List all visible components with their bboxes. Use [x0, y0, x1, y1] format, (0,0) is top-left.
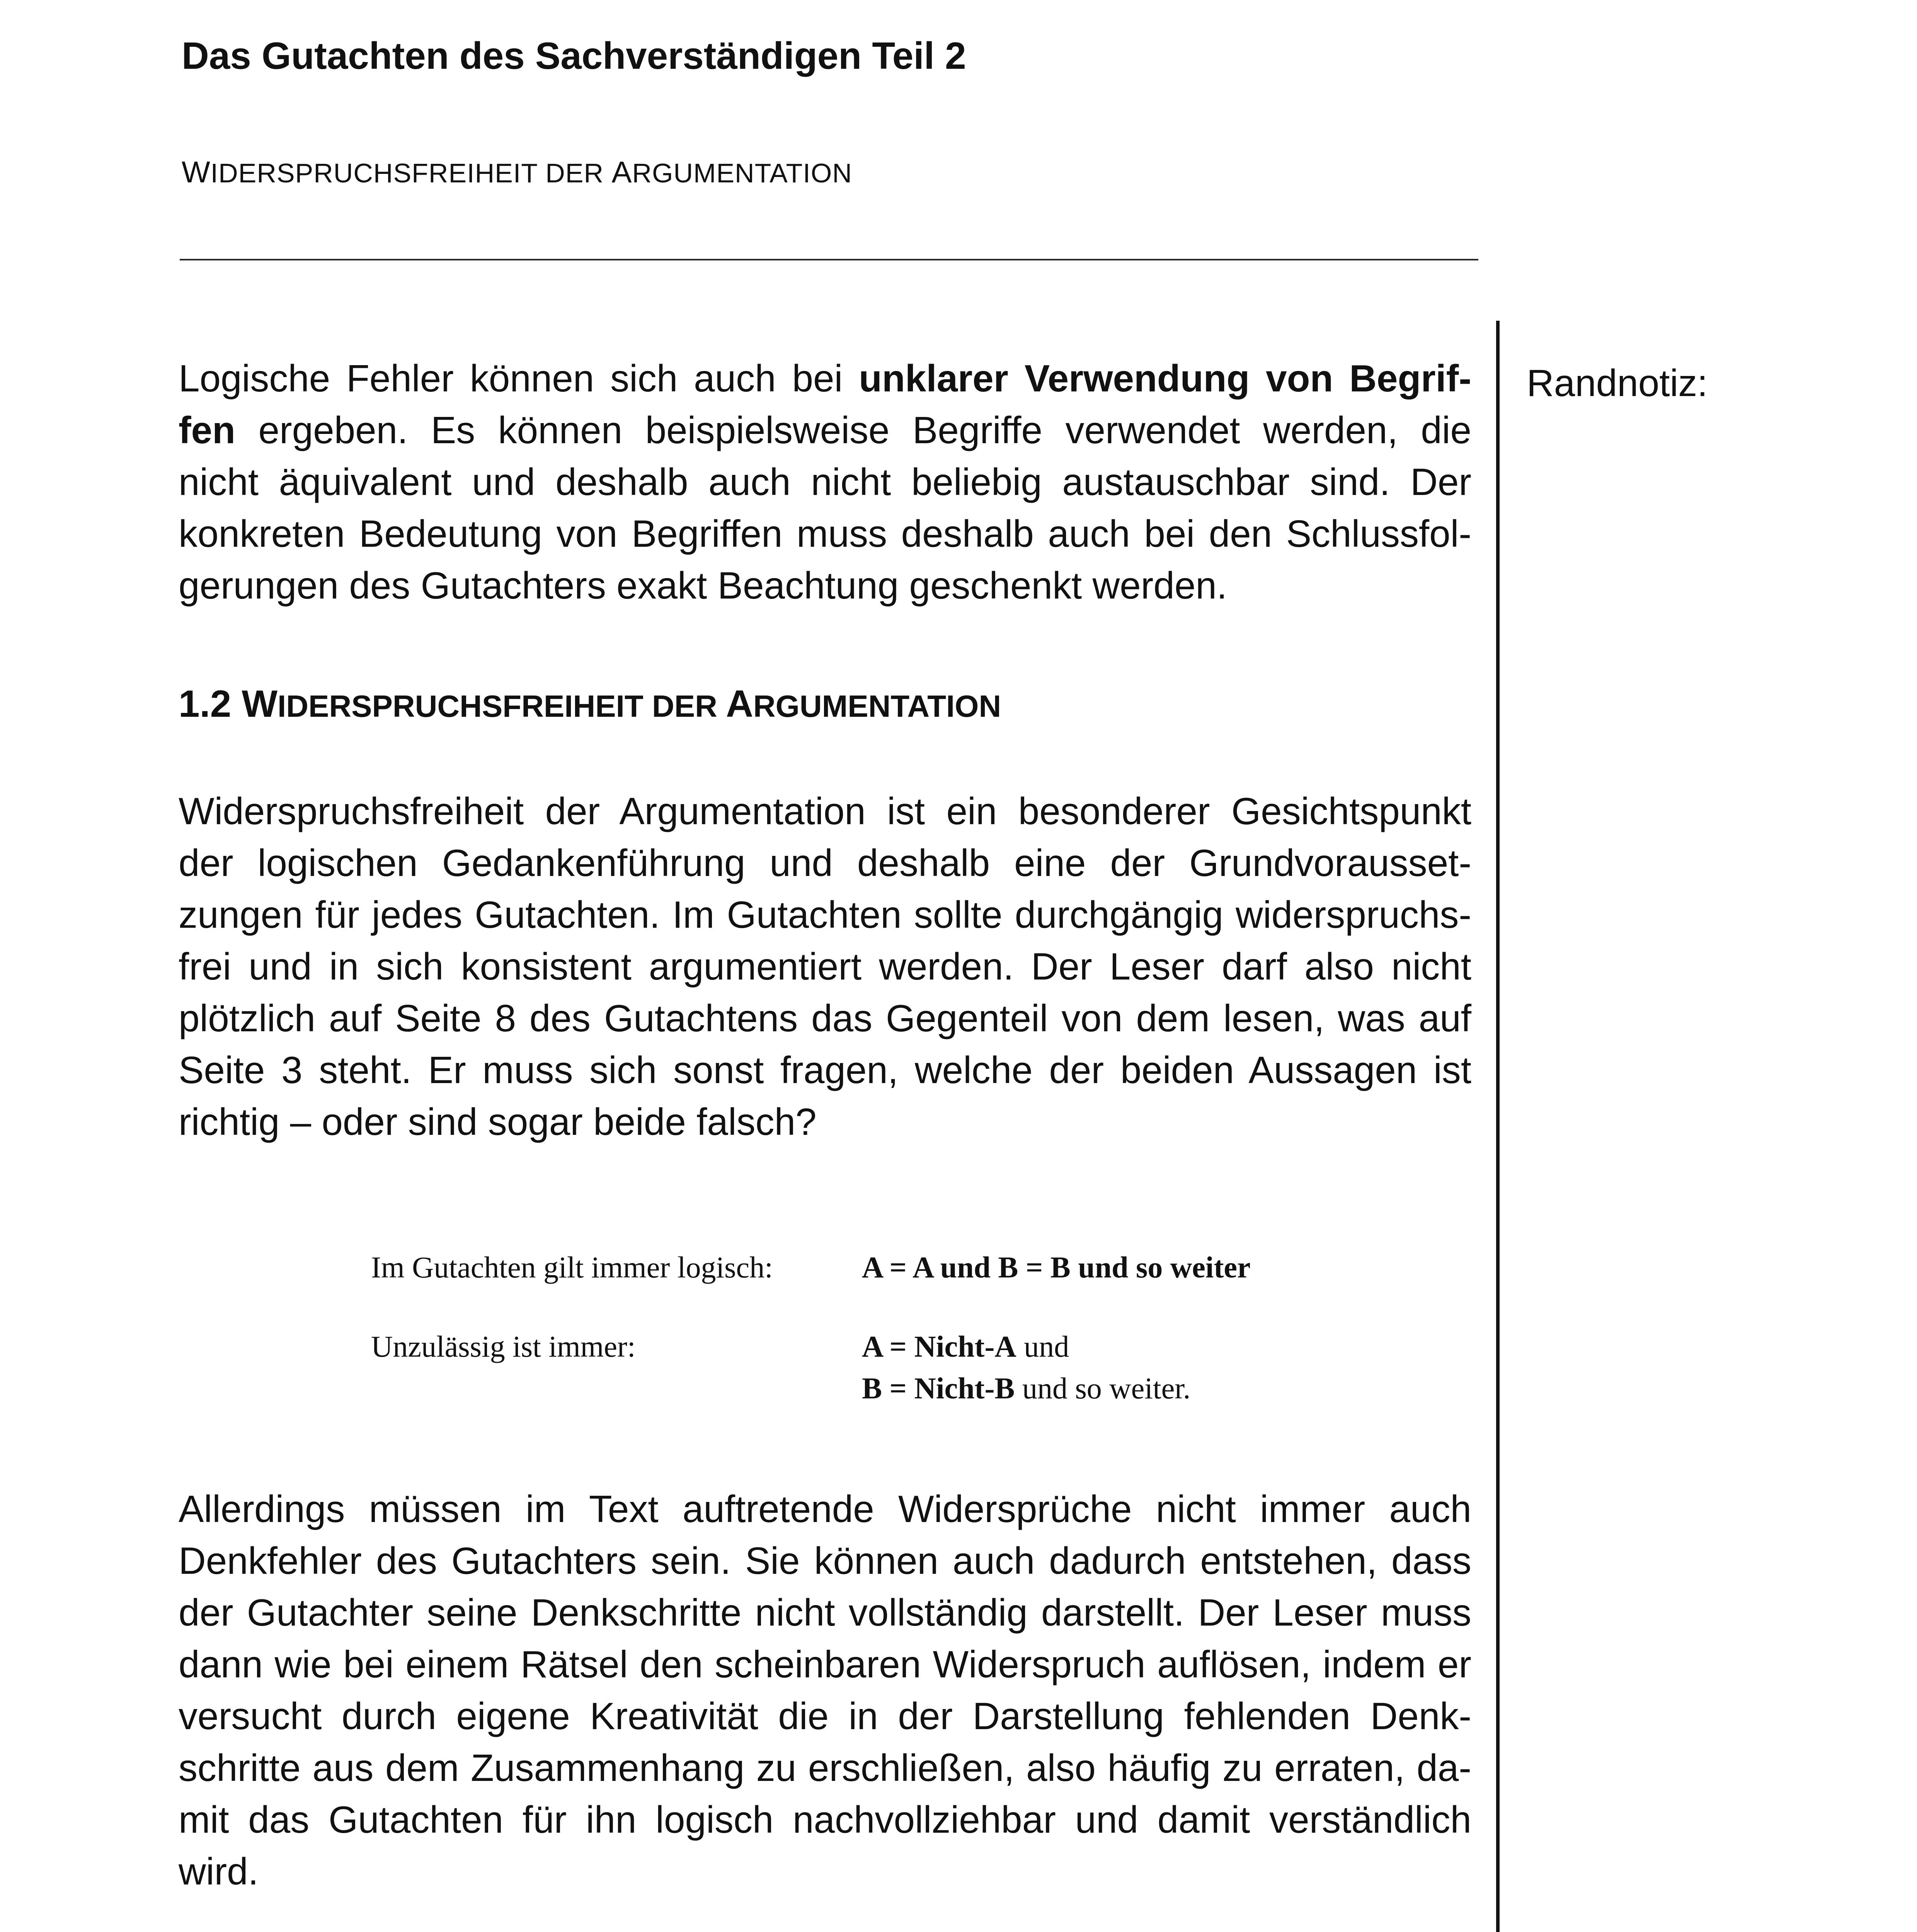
margin-divider	[1496, 321, 1500, 1932]
paragraph-line: mit das Gutachten für ihn logisch nachvollziehbar und damit verständlich	[179, 1798, 1471, 1841]
formula-term: A = Nicht-A	[862, 1330, 1016, 1363]
paragraph-line: dann wie bei einem Rätsel den scheinbaren Widerspruch auflösen, indem er	[179, 1643, 1471, 1685]
running-head	[182, 155, 852, 190]
paragraph-apparent-contradictions	[179, 1483, 1471, 1897]
paragraph-line: der logischen Gedankenführung und deshalb eine der Grundvorausset-	[179, 842, 1471, 884]
emphasis-term: unklarer Verwendung von Begrif-	[859, 357, 1471, 400]
rule2-label: Unzulässig ist immer:	[371, 1330, 636, 1363]
paragraph-line: Widerspruchsfreiheit der Argumentation ist ein besonderer Gesichtspunkt	[179, 790, 1471, 832]
rule2-formula-line2	[862, 1371, 1190, 1406]
paragraph-line: Seite 3 steht. Er muss sich sonst fragen, welche der beiden Aussagen ist	[179, 1049, 1471, 1091]
rule1-label: Im Gutachten gilt immer logisch:	[371, 1250, 773, 1284]
running-head-w-rest: IDERSPRUCHSFREIHEIT DER	[210, 158, 612, 188]
margin-note-label: Randnotiz:	[1527, 362, 1708, 404]
formula-term: B = Nicht-B	[862, 1371, 1015, 1405]
paragraph-line: frei und in sich konsistent argumentiert werden. Der Leser darf also nicht	[179, 945, 1471, 988]
text-run: ergeben. Es können beispielsweise Begriffe verwendet werden, die	[235, 409, 1471, 451]
paragraph-unclear-terms	[179, 352, 1471, 611]
paragraph-line: Denkfehler des Gutachters sein. Sie können auch dadurch entstehen, dass	[179, 1539, 1471, 1582]
running-head-a-cap: A	[611, 155, 632, 189]
rule1-formula: A = A und B = B und so weiter	[862, 1250, 1251, 1284]
emphasis-term: fen	[179, 409, 235, 451]
heading-w-cap: W	[242, 682, 278, 725]
paragraph-consistency	[179, 785, 1471, 1148]
text-run: Logische Fehler können sich auch bei	[179, 357, 859, 400]
paragraph-line: der Gutachter seine Denkschritte nicht vollständig darstellt. Der Leser muss	[179, 1591, 1471, 1634]
section-heading	[179, 682, 1001, 726]
running-head-w-cap: W	[182, 155, 211, 189]
document-title: Das Gutachten des Sachverständigen Teil 2	[182, 34, 966, 77]
rule2-formula-line1	[862, 1329, 1069, 1364]
paragraph-line: Allerdings müssen im Text auftretende Widersprüche nicht immer auch	[179, 1488, 1471, 1530]
header-divider	[180, 259, 1478, 260]
running-head-a-rest: RGUMENTATION	[632, 158, 852, 188]
paragraph-line: nicht äquivalent und deshalb auch nicht beliebig austauschbar sind. Der	[179, 461, 1471, 503]
section-number: 1.2	[179, 682, 242, 725]
heading-a-rest: RGUMENTATION	[753, 689, 1001, 723]
paragraph-line: plötzlich auf Seite 8 des Gutachtens das Gegenteil von dem lesen, was auf	[179, 997, 1471, 1039]
paragraph-line: schritte aus dem Zusammenhang zu erschließen, also häufig zu erraten, da-	[179, 1747, 1471, 1789]
paragraph-line	[179, 352, 1471, 404]
formula-rest: und so weiter.	[1015, 1371, 1191, 1405]
heading-w-rest: IDERSPRUCHSFREIHEIT DER	[277, 689, 726, 723]
paragraph-line	[179, 404, 1471, 456]
paragraph-line: versucht durch eigene Kreativität die in der Darstellung fehlenden Denk-	[179, 1695, 1471, 1737]
heading-a-cap: A	[726, 682, 753, 725]
paragraph-line: zungen für jedes Gutachten. Im Gutachten sollte durchgängig widerspruchs-	[179, 893, 1471, 936]
paragraph-line: konkreten Bedeutung von Begriffen muss deshalb auch bei den Schlussfol-	[179, 512, 1471, 555]
formula-rest: und	[1016, 1330, 1069, 1363]
paragraph-line: wird.	[179, 1850, 259, 1893]
paragraph-line: richtig – oder sind sogar beide falsch?	[179, 1100, 817, 1143]
paragraph-line: gerungen des Gutachters exakt Beachtung geschenkt werden.	[179, 564, 1227, 607]
